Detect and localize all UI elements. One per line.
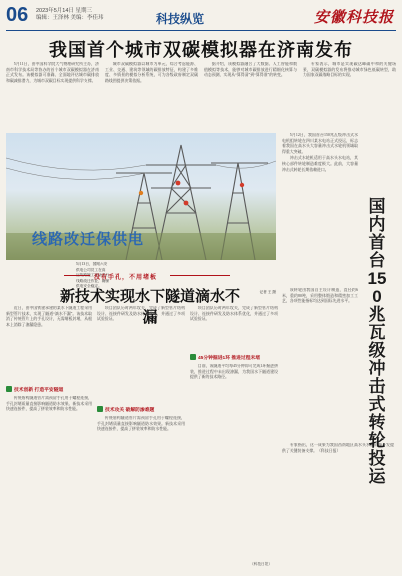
second-article-kicker: 没有手孔，不用堵板: [94, 275, 158, 281]
second-article-col-3b: 目前，该隧道平均每45分钟即可完成1环掘进拼装，推进过程中未出现渗漏，为我国水下隧道建设提供了新的技术路径。: [190, 364, 278, 380]
page-number: 06: [6, 4, 29, 26]
photo-title: 线路改迁保供电: [32, 231, 145, 248]
vertical-headline: 国内首台150兆瓦级冲击式转轮投运: [367, 197, 387, 486]
issue-meta: [36, 8, 106, 22]
photo-credit: 记者 王 摄: [259, 289, 276, 294]
second-article-col-2b: 传统盾构隧道管片需预留手孔用于螺栓连接，手孔封堵质量直接影响隧道防水效果。新技术采用快速连接件，提高了拼装效率和防水性能。: [97, 416, 185, 432]
main-article-col-4: 专家表示，城市是实现碳达峰碳中和的关键场景，双碳模拟器的发布将推动城市绿色低碳转型，助力国家双碳战略目标的实现。: [303, 62, 396, 78]
vertical-article-col-1: 5月12日，我国首台150兆瓦级冲击式水电机组转轮在四川某水电站正式投运，标志着我国在高水头大容量冲击式水轮机领域取得重大突破。 冲击式水轮机适用于高水头水电站，其核心部件转轮制造难度极大。此前，大容量冲击式转轮长期依赖进口。: [282, 133, 358, 172]
subhead-1: 技术创新 打造平安隧道: [6, 386, 63, 393]
masthead-logo: 安徽科技报: [313, 8, 394, 26]
second-article-col-1: 近日，由中国铁建承建的某水下隧道工程采用新型管片技术，实现了隧道“滴水不漏”。该技术取消了传统管片上的手孔设计，无需堵板封堵，从根本上消除了渗漏隐患。: [6, 306, 92, 327]
kicker-rule-left: [64, 275, 90, 276]
main-article-col-3: 据介绍，该模拟器融合了大数据、人工智能和数值模拟等技术，能够对城市碳排放进行精细化核算与动态预测，实现从“算得清”到“算得准”的转变。: [204, 62, 297, 78]
second-article-col-2: 项目团队历时两年攻关，完成了新型管片结构设计、连接件研发及防水体系优化，并通过了多项试验验证。: [97, 306, 185, 322]
second-article-headline: 新技术实现水下隧道滴水不漏: [60, 288, 241, 326]
vertical-article-col-3: 专家指出，这一成果为我国西南地区高水头水能资源开发提供了关键装备支撑。（科技日报）: [282, 443, 394, 453]
second-article-source: （科技日报）: [250, 562, 273, 566]
photo-caption-line: 5月13日，国网六安: [76, 262, 108, 266]
page-header: [6, 4, 396, 31]
editor-line: 编辑：王泽林 美编：李佳玮: [36, 15, 104, 21]
issue-date: 2023年5月14日 星期三: [36, 8, 92, 14]
second-article-col-3: 项目团队历时两年攻关，完成了新型管片结构设计、连接件研发及防水体系优化，并通过了多项试验验证。: [190, 306, 278, 322]
main-article-col-1: 5月11日，由中国科学院大气物理研究所主办，济南市科学技术局等协办的首个城市双碳模拟器在济南正式发布。该模拟器可准确、全面地评估城市碳排放和碳减排潜力，为城市双碳目标实现提供科学支撑。: [6, 62, 99, 83]
subhead-3: 45分钟掘进1环 推进过程未堵: [190, 354, 260, 361]
subhead-2: 技术攻关 破解防渗难题: [97, 406, 154, 413]
photo-caption-line: 压线路施工现场进行: [76, 273, 110, 278]
news-photo: [6, 133, 276, 260]
main-headline: 我国首个城市双碳模拟器在济南发布: [49, 40, 353, 60]
kicker-rule-right: [170, 275, 230, 276]
main-article-col-2: 城市双碳模拟器以城市为单元，综合考虑能源、工业、交通、建筑等领域的碳排放特征，构建了多维度、多情景的模拟分析系统，可为各级政府制定双碳路线图提供决策依据。: [105, 62, 198, 83]
second-article-col-1b: 传统盾构隧道管片需预留手孔用于螺栓连接，手孔封堵质量直接影响隧道防水效果。新技术采用快速连接件，提高了拼装效率和防水性能。: [6, 396, 92, 412]
photo-caption-line: 供电公司员工在高: [76, 267, 106, 272]
photo-caption-line: 线路改迁作业，确保: [76, 278, 110, 283]
section-title: 科技纵览: [156, 12, 205, 26]
vertical-article-col-2: 该转轮由我国自主设计制造，直径约6米，重约80吨，采用整体锻造和精密加工工艺，各项性能指标均达到国际先进水平。: [282, 288, 358, 304]
photo-caption-line: 供电安全稳定。: [76, 284, 102, 289]
